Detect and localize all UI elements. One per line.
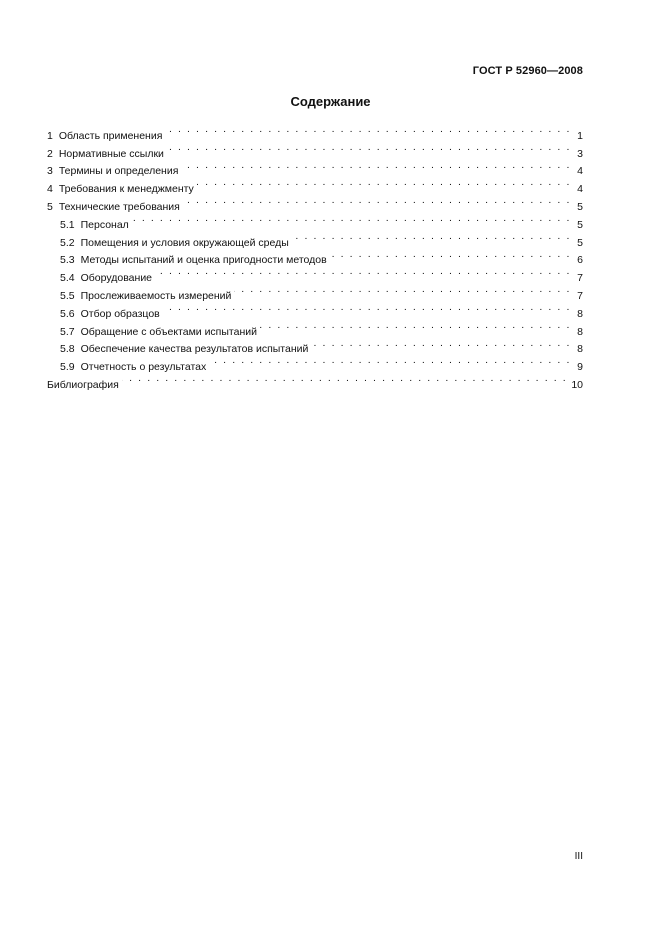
toc-leader-dots [155, 263, 571, 281]
toc-entry-number: 5.2 [60, 236, 75, 249]
toc-entry-page: 8 [577, 307, 583, 320]
toc-entry-page: 9 [577, 361, 583, 374]
toc-entry-number: 1 [47, 129, 53, 142]
toc-leader-dots [311, 335, 571, 353]
toc-entry-number: 5.5 [60, 289, 75, 302]
toc-entry-label: Библиография [47, 378, 119, 391]
toc-entry-page: 4 [577, 183, 583, 196]
toc-entry-label: Обращение с объектами испытаний [80, 325, 257, 338]
toc-entry-page: 5 [577, 236, 583, 249]
toc-entry-label: Область применения [58, 129, 163, 142]
toc-entry-label: Обеспечение качества результатов испытаний [80, 343, 309, 356]
toc-entry-page: 3 [577, 147, 583, 160]
toc-entry-label: Отчетность о результатах [80, 361, 207, 374]
toc-entry-label: Помещения и условия окружающей среды [80, 236, 289, 249]
toc-entry-page: 7 [577, 289, 583, 302]
toc-entry-number: 3 [47, 165, 53, 178]
toc-leader-dots [183, 192, 571, 210]
page-number: III [574, 851, 583, 862]
toc-leader-dots [260, 317, 571, 335]
toc-entry-page: 7 [577, 272, 583, 285]
toc-entry-page: 4 [577, 165, 583, 178]
toc-entry-label: Прослеживаемость измерений [80, 289, 232, 302]
toc-entry-number: 5.8 [60, 343, 75, 356]
toc-entry-label: Технические требования [58, 200, 180, 213]
toc-entry-page: 1 [577, 129, 583, 142]
toc-leader-dots [165, 121, 571, 139]
toc-entry-page: 10 [571, 378, 583, 391]
toc-entry-number: 4 [47, 183, 53, 196]
toc-leader-dots [167, 139, 571, 157]
toc-entry-label: Термины и определения [58, 165, 179, 178]
toc-leader-dots [209, 352, 571, 370]
toc-entry-page: 8 [577, 343, 583, 356]
toc-leader-dots [163, 299, 571, 317]
toc-leader-dots [234, 281, 571, 299]
toc-entry-number: 5.3 [60, 254, 75, 267]
toc-entry-label: Отбор образцов [80, 307, 160, 320]
toc-entry-label: Требования к менеджменту [58, 183, 194, 196]
toc-entry[interactable] [47, 370, 583, 391]
toc-entry[interactable] [47, 121, 583, 142]
toc-entry-number: 5.4 [60, 272, 75, 285]
toc-title: Содержание [290, 94, 371, 109]
toc-entry-number: 5.7 [60, 325, 75, 338]
toc-entry-number: 5.1 [60, 218, 75, 231]
toc-leader-dots [181, 157, 571, 175]
toc-entry-number: 5 [47, 200, 53, 213]
toc-leader-dots [292, 228, 571, 246]
toc-leader-dots [197, 174, 571, 192]
table-of-contents [47, 121, 583, 391]
toc-entry-page: 5 [577, 218, 583, 231]
toc-entry-label: Методы испытаний и оценка пригодности методов [80, 254, 327, 267]
standard-id: ГОСТ Р 52960—2008 [472, 65, 583, 77]
toc-entry-page: 6 [577, 254, 583, 267]
toc-leader-dots [132, 210, 571, 228]
toc-leader-dots [122, 370, 567, 388]
toc-entry-page: 5 [577, 200, 583, 213]
toc-entry-label: Оборудование [80, 272, 153, 285]
toc-entry-number: 5.6 [60, 307, 75, 320]
toc-entry-number: 2 [47, 147, 53, 160]
toc-entry-label: Нормативные ссылки [58, 147, 164, 160]
toc-entry-page: 8 [577, 325, 583, 338]
toc-leader-dots [330, 246, 571, 264]
toc-entry-number: 5.9 [60, 361, 75, 374]
toc-entry-label: Персонал [80, 218, 129, 231]
